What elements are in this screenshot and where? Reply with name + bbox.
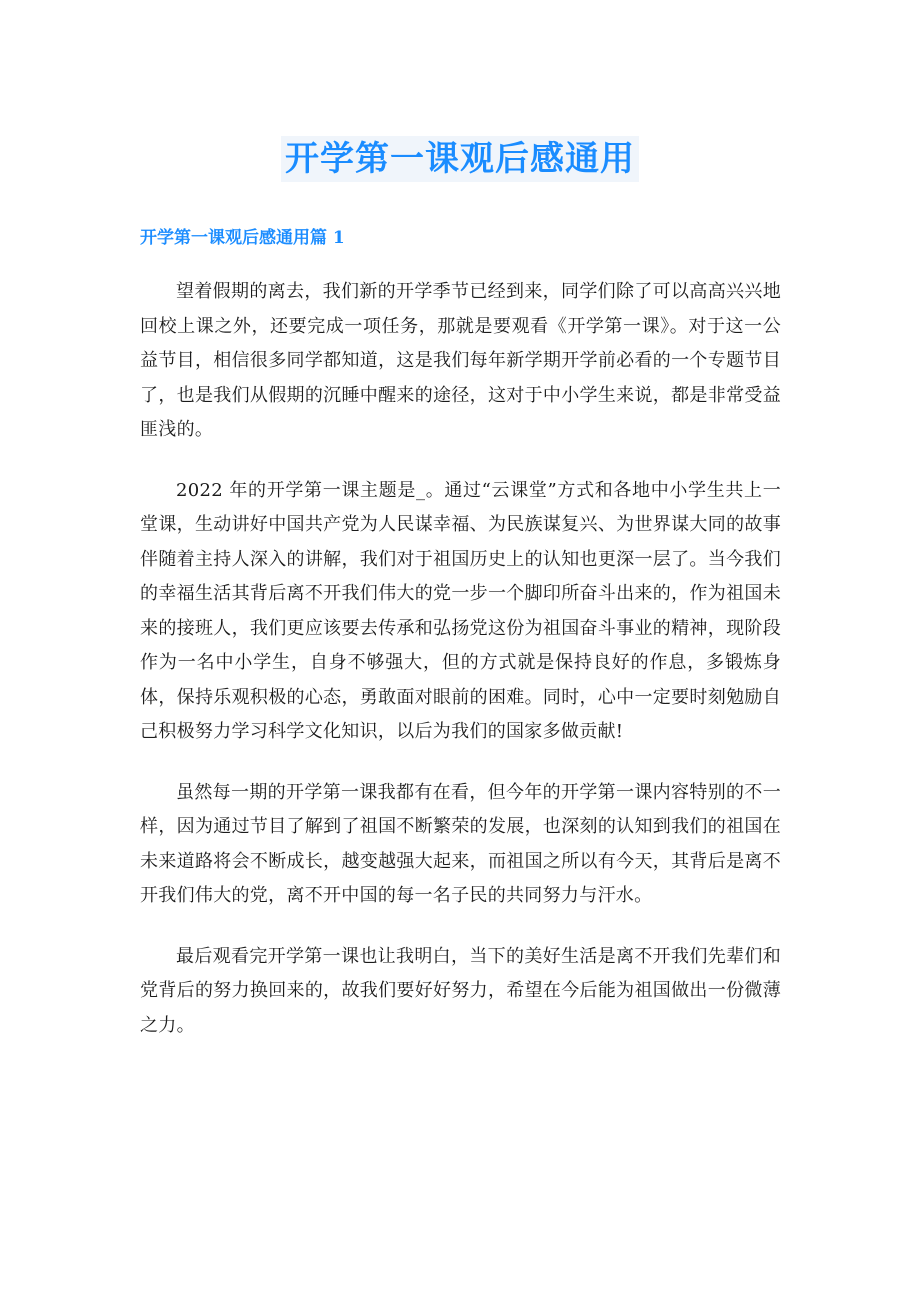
paragraph-3: 虽然每一期的开学第一课我都有在看，但今年的开学第一课内容特别的不一样，因为通过节目了解到了祖国不断繁荣的发展，也深刻的认知到我们的祖国在未来道路将会不断成长，越变越强大起来，而祖国之所以有今天，其背后是离不开我们伟大的党，离不开中国的每一名子民的共同努力与汗水。 [140,781,781,906]
paragraph-1: 望着假期的离去，我们新的开学季节已经到来，同学们除了可以高高兴兴地回校上课之外，还要完成一项任务，那就是要观看《开学第一课》。对于这一公益节目，相信很多同学都知道，这是我们每年新学期开学前必看的一个专题节目了，也是我们从假期的沉睡中醒来的途径，这对于中小学生来说，都是非常受益匪浅的。 [140,281,781,440]
section-heading: 开学第一课观后感通用篇 1 [140,228,345,248]
paragraph-4: 最后观看完开学第一课也让我明白，当下的美好生活是离不开我们先辈们和党背后的努力换回来的，故我们要好好努力，希望在今后能为祖国做出一份微薄之力。 [140,945,781,1036]
paragraph-2: 2022 年的开学第一课主题是_。通过“云课堂”方式和各地中小学生共上一堂课，生动讲好中国共产党为人民谋幸福、为民族谋复兴、为世界谋大同的故事伴随着主持人深入的讲解，我们对于祖国历史上的认知也更深一层了。当今我们的幸福生活其背后离不开我们伟大的党一步一个脚印所奋斗出来的，作为祖国未来的接班人，我们更应该要去传承和弘扬党这份为祖国奋斗事业的精神，现阶段作为一名中小学生，自身不够强大，但的方式就是保持良好的作息，多锻炼身体，保持乐观积极的心态，勇敢面对眼前的困难。同时，心中一定要时刻勉励自己积极努力学习科学文化知识，以后为我们的国家多做贡献! [140,479,781,742]
title-container [0,136,920,182]
page-title: 开学第一课观后感通用 [281,136,639,182]
article-body [140,275,781,1069]
